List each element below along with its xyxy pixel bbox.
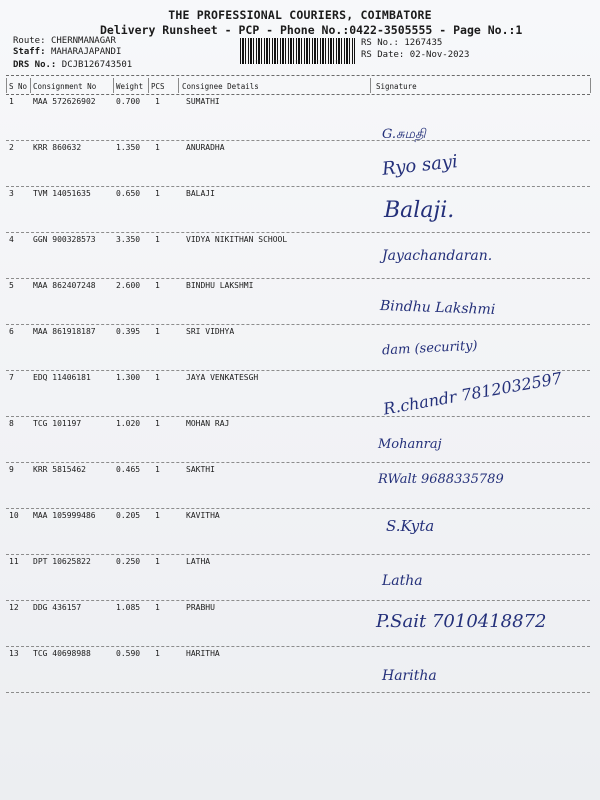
table-row [0, 97, 600, 143]
cell-consignment: TCG 40698988 [33, 649, 91, 658]
staff-label: Staff: [13, 47, 46, 57]
cell-weight: 1.020 [116, 419, 141, 428]
col-header-sno: S No [9, 82, 28, 91]
rs-no-label: RS No.: [361, 38, 399, 48]
col-header-consignee: Consignee Details [182, 82, 259, 91]
cell-sno: 13 [9, 649, 19, 658]
cell-pcs: 1 [155, 97, 160, 106]
cell-consignment: TCG 101197 [33, 419, 82, 428]
cell-weight: 0.590 [116, 649, 141, 658]
handwritten-signature: Jayachandaran. [382, 248, 493, 264]
cell-sno: 12 [9, 603, 19, 612]
cell-weight: 0.465 [116, 465, 141, 474]
table-row [0, 511, 600, 557]
drs-label: DRS No.: [13, 60, 57, 70]
cell-weight: 2.600 [116, 281, 141, 290]
column-divider [178, 78, 179, 93]
barcode-image [240, 38, 355, 64]
cell-sno: 11 [9, 557, 19, 566]
cell-consignment: MAA 861918187 [33, 327, 96, 336]
col-header-signature: Signature [376, 82, 417, 91]
cell-pcs: 1 [155, 465, 160, 474]
column-divider [148, 78, 149, 93]
cell-pcs: 1 [155, 189, 160, 198]
table-row [0, 143, 600, 189]
cell-consignee: SUMATHI [186, 97, 220, 106]
staff-value: MAHARAJAPANDI [50, 47, 122, 57]
drs-value: DCJB126743501 [61, 60, 133, 70]
table-row [0, 649, 600, 695]
row-separator [6, 324, 590, 325]
cell-consignment: KRR 860632 [33, 143, 82, 152]
handwritten-signature: Ryo sayi [381, 151, 459, 180]
row-separator [6, 508, 590, 509]
cell-sno: 6 [9, 327, 14, 336]
cell-pcs: 1 [155, 281, 160, 290]
column-divider [370, 78, 371, 93]
col-header-weight: Weight [116, 82, 144, 91]
rs-date-label: RS Date: [361, 50, 405, 60]
cell-sno: 8 [9, 419, 14, 428]
cell-consignment: MAA 105999486 [33, 511, 96, 520]
header-bottom-rule [6, 94, 590, 95]
cell-sno: 9 [9, 465, 14, 474]
table-row [0, 368, 600, 419]
table-row [0, 235, 600, 281]
route-label: Route: [13, 36, 46, 46]
cell-consignee: KAVITHA [186, 511, 220, 520]
cell-consignment: KRR 5815462 [33, 465, 86, 474]
cell-consignee: HARITHA [186, 649, 220, 658]
column-divider [30, 78, 31, 93]
cell-pcs: 1 [155, 557, 160, 566]
column-divider [590, 78, 591, 93]
cell-pcs: 1 [155, 143, 160, 152]
company-title: THE PROFESSIONAL COURIERS, COIMBATORE [168, 8, 432, 22]
cell-consignee: ANURADHA [186, 143, 225, 152]
route-value: CHERNMANAGAR [50, 36, 116, 46]
rs-date-value: 02-Nov-2023 [409, 50, 470, 60]
cell-pcs: 1 [155, 603, 160, 612]
cell-pcs: 1 [155, 511, 160, 520]
cell-consignment: MAA 862407248 [33, 281, 96, 290]
cell-weight: 1.350 [116, 143, 141, 152]
handwritten-signature: RWalt 9688335789 [378, 472, 504, 487]
cell-consignment: TVM 14051635 [33, 189, 91, 198]
cell-sno: 5 [9, 281, 14, 290]
row-separator [6, 600, 590, 601]
handwritten-signature: G.சுமதி [382, 127, 426, 142]
cell-consignment: GGN 900328573 [33, 235, 96, 244]
row-separator [6, 278, 590, 279]
row-separator [6, 462, 590, 463]
handwritten-signature: dam (security) [381, 338, 478, 359]
cell-weight: 0.205 [116, 511, 141, 520]
header-top-rule [6, 75, 590, 76]
cell-weight: 0.250 [116, 557, 141, 566]
row-separator [6, 232, 590, 233]
row-separator [6, 416, 590, 417]
drs-info [13, 60, 132, 70]
handwritten-signature: Haritha [382, 668, 437, 684]
handwritten-signature: Latha [382, 573, 423, 589]
table-row [0, 327, 600, 373]
row-separator [6, 186, 590, 187]
route-info [13, 36, 116, 46]
column-divider [6, 78, 7, 93]
cell-sno: 3 [9, 189, 14, 198]
handwritten-signature: S.Kyta [386, 517, 435, 535]
table-row [0, 603, 600, 649]
col-header-pcs: PCS [151, 82, 165, 91]
col-header-consignment: Consignment No [33, 82, 97, 91]
row-separator [6, 646, 590, 647]
handwritten-signature: Mohanraj [378, 437, 442, 452]
cell-sno: 10 [9, 511, 19, 520]
runsheet-title: Delivery Runsheet - PCP - Phone No.:0422-3505555 - Page No.:1 [100, 23, 523, 37]
rs-number-info [361, 38, 442, 48]
cell-weight: 0.700 [116, 97, 141, 106]
cell-consignee: MOHAN RAJ [186, 419, 230, 428]
table-row [0, 189, 600, 235]
cell-weight: 0.650 [116, 189, 141, 198]
cell-pcs: 1 [155, 235, 160, 244]
cell-consignment: EDQ 11406181 [33, 373, 91, 382]
cell-consignee: JAYA VENKATESGH [186, 373, 259, 382]
row-separator [6, 140, 590, 141]
row-separator [6, 370, 590, 371]
cell-weight: 1.300 [116, 373, 141, 382]
table-row [0, 557, 600, 603]
cell-consignment: DDG 436157 [33, 603, 82, 612]
cell-pcs: 1 [155, 649, 160, 658]
cell-consignee: SRI VIDHYA [186, 327, 235, 336]
cell-sno: 1 [9, 97, 14, 106]
cell-pcs: 1 [155, 327, 160, 336]
cell-sno: 4 [9, 235, 14, 244]
cell-weight: 3.350 [116, 235, 141, 244]
handwritten-signature: P.Sait 7010418872 [376, 611, 547, 632]
cell-consignee: VIDYA NIKITHAN SCHOOL [186, 235, 288, 244]
staff-info [13, 47, 121, 57]
cell-consignment: MAA 572626902 [33, 97, 96, 106]
cell-weight: 1.085 [116, 603, 141, 612]
cell-sno: 2 [9, 143, 14, 152]
cell-consignee: PRABHU [186, 603, 215, 612]
handwritten-signature: Bindhu Lakshmi [379, 297, 496, 319]
cell-weight: 0.395 [116, 327, 141, 336]
column-divider [113, 78, 114, 93]
handwritten-signature: Balaji. [384, 198, 455, 223]
cell-pcs: 1 [155, 373, 160, 382]
row-separator [6, 692, 590, 693]
table-row [0, 465, 600, 511]
rs-no-value: 1267435 [404, 38, 443, 48]
cell-consignee: LATHA [186, 557, 211, 566]
cell-pcs: 1 [155, 419, 160, 428]
cell-consignee: BINDHU LAKSHMI [186, 281, 254, 290]
cell-consignment: DPT 10625822 [33, 557, 91, 566]
cell-consignee: BALAJI [186, 189, 215, 198]
cell-consignee: SAKTHI [186, 465, 215, 474]
handwritten-signature: R.chandr 7812032597 [381, 368, 564, 419]
cell-sno: 7 [9, 373, 14, 382]
rs-date-info [361, 50, 469, 60]
row-separator [6, 554, 590, 555]
table-row [0, 281, 600, 327]
table-row [0, 419, 600, 465]
